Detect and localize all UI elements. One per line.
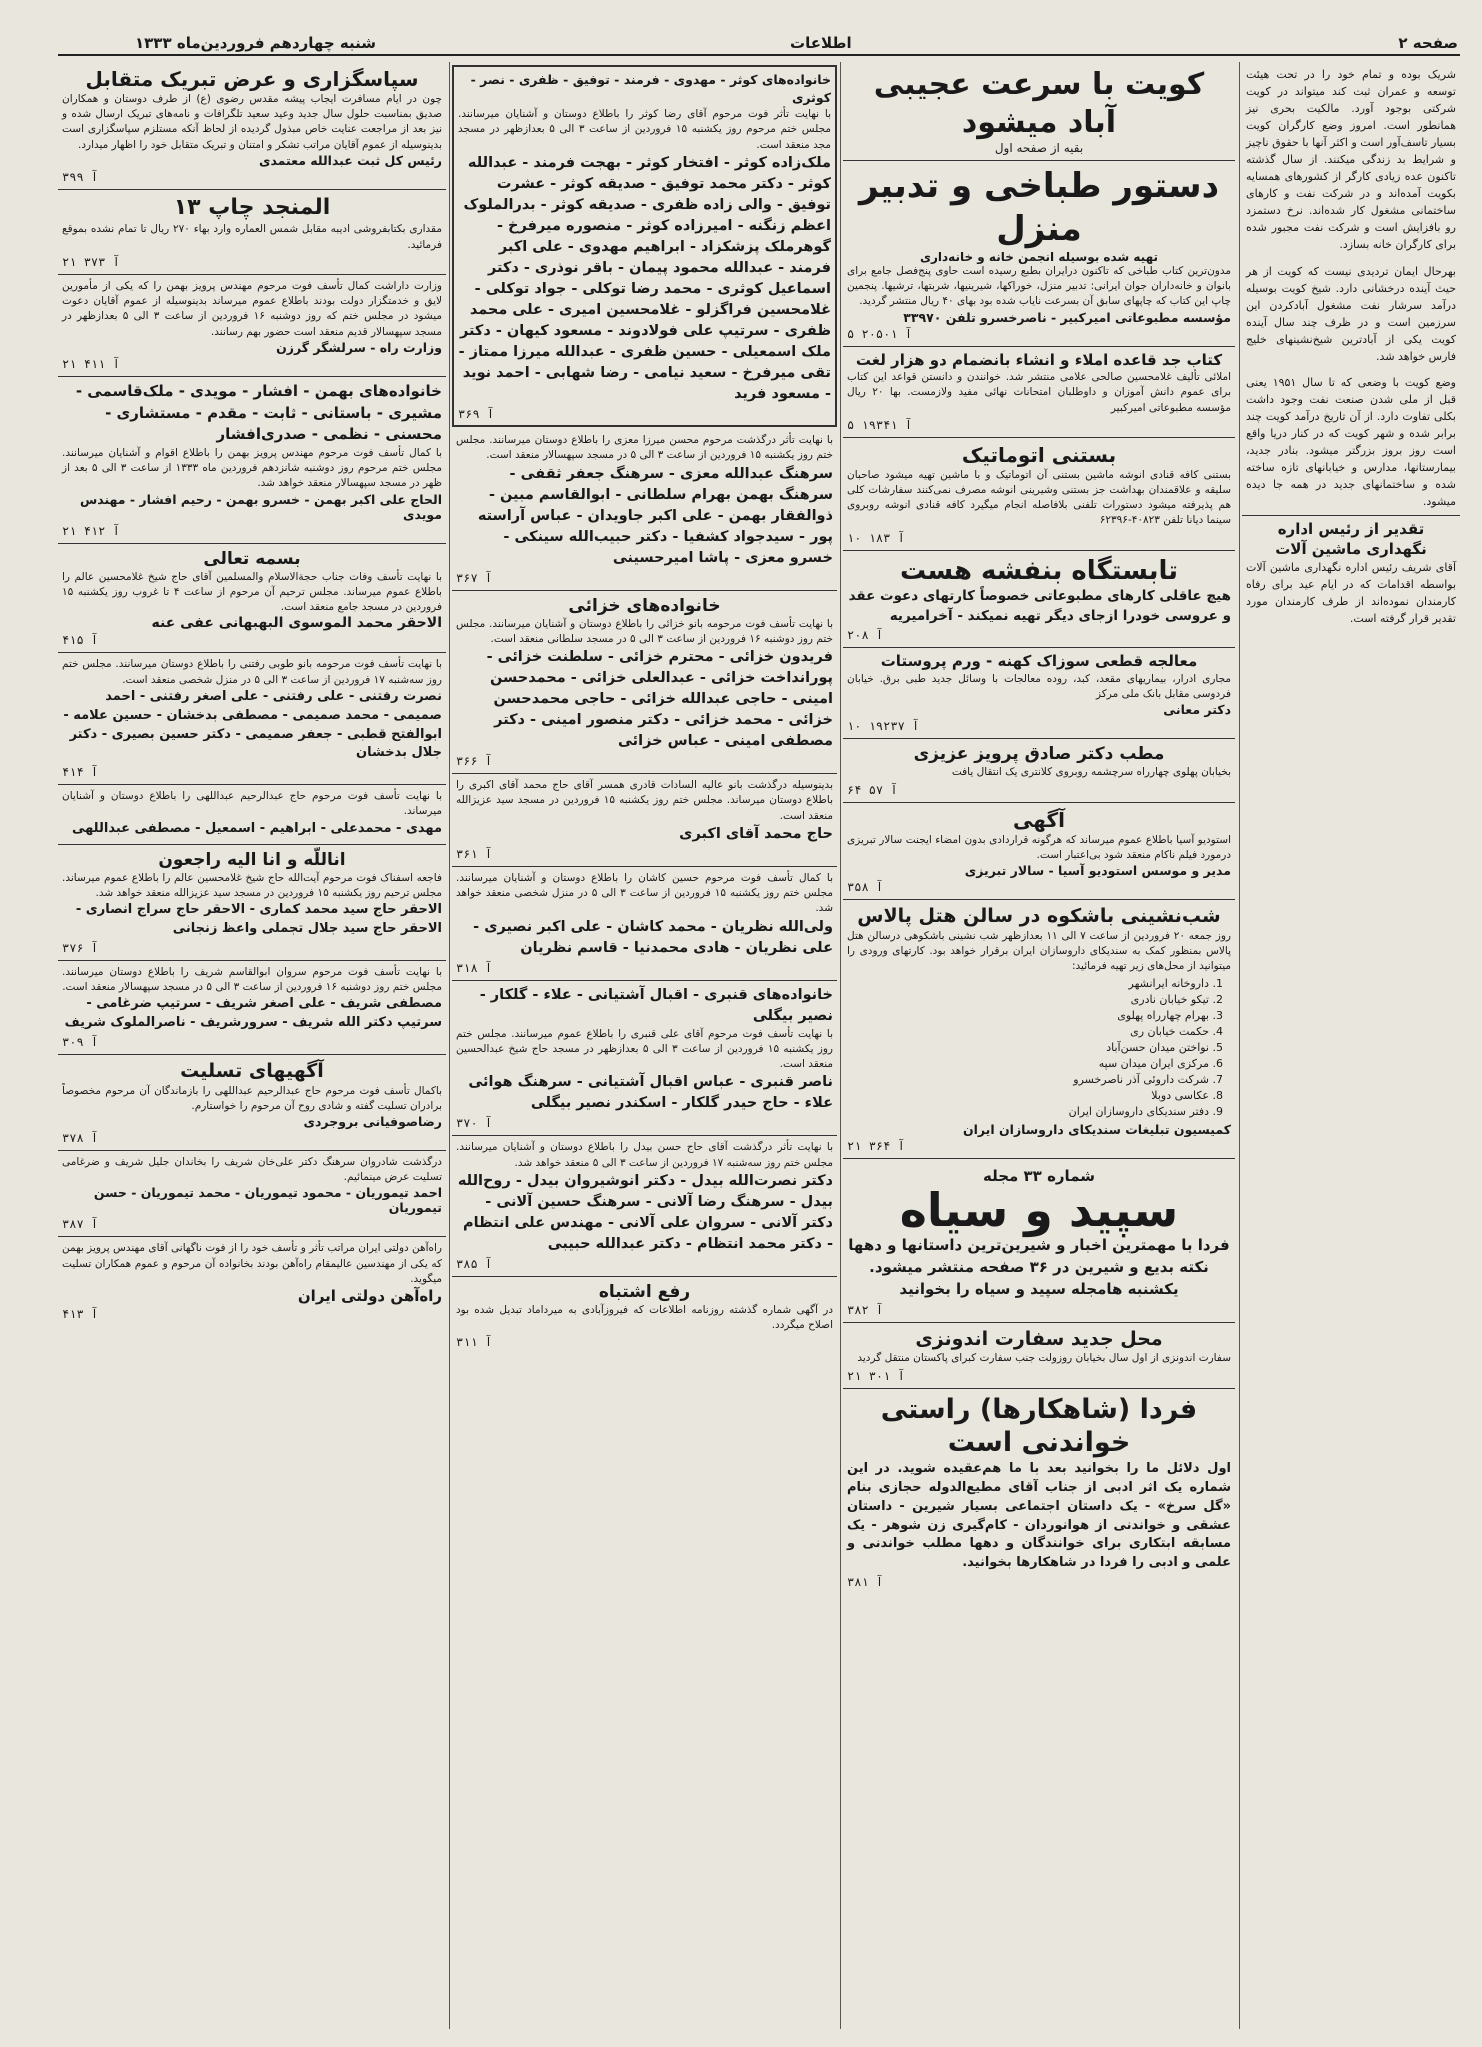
column-advertisements <box>843 62 1235 2029</box>
notice-body: در آگهی شماره گذشته روزنامه اطلاعات که فیروزآبادی به میرداماد تبدیل شده بود اصلاح میگردد. <box>456 1303 833 1332</box>
page-number: صفحه ۲ <box>1398 34 1458 52</box>
notice-body: با کمال تأسف فوت مرحوم مهندس پرویز بهمن را باطلاع اقوام و آشنایان میرسانند. مجلس ختم مرحوم روز دوشنبه شانزدهم فروردین ماه ۱۳۳۳ از ساعت ۳ الی ۵ بعد از ظهر در مسجد سپهسالار منعقد خواهد شد. <box>62 447 442 490</box>
notice-inna-lillah <box>58 845 446 961</box>
notice-code: آ ۳۸۵ <box>456 1256 493 1271</box>
notice-abdollahi <box>58 785 446 844</box>
list-item: 3. بهرام چهارراه پهلوی <box>847 1008 1209 1024</box>
notice-body: با نهایت تأسف وفات جناب حجة‌الاسلام والمسلمین آقای حاج شیخ غلامحسین عالم را باطلاع عموم میرساند. مجلس ترحیم آن مرحوم از ساعت ۴ تا غروب روز یکشنبه ۱۵ فروردین در مسجد جامع منعقد است. <box>62 570 442 614</box>
article-text: بهرحال ایمان تردیدی نیست که کویت از هر حیث آینده درخشانی دارد. شیخ کویت بوسیله درآمد سرشار نفت مشغول آبادکردن این سرزمین است و در ظرف چند سال آینده کویت یکی از آبادترین شیخ‌نشینهای خلیج فارس خواهد شد. <box>1246 264 1456 363</box>
notice-appreciation <box>1242 516 1460 632</box>
ad-code: آ ۳۸۲ <box>847 1302 884 1317</box>
notice-title: تقدیر از رئیس اداره نگهداری ماشین آلات <box>1275 520 1427 558</box>
magazine-issue: شماره ۳۳ مجله <box>982 1166 1095 1185</box>
notice-signature: الاحقر محمد الموسوی البهبهانی عفی عنه <box>151 615 442 632</box>
notice-signature: حاج محمد آقای اکبری <box>679 825 833 842</box>
notice-body: با کمال تأسف فوت مرحوم حسین کاشان را باطلاع دوستان و آشنایان میرسانند. مجلس ختم روز یکشنبه ۱۵ فروردین از ساعت ۳ الی ۵ در منزل شخصی منعقد خواهد شد. <box>456 871 833 915</box>
notice-body: بدینوسیله درگذشت بانو عالیه السادات قادری همسر آقای حاج محمد آقای اکبری را باطلاع دوستان میرساند. مجلس ختم روز یکشنبه ۱۵ فروردین در مسجد سید عزیزالله منعقد است. <box>456 779 834 822</box>
list-item: 7. شرکت داروئی آذر ناصرخسرو <box>847 1072 1209 1088</box>
notice-thanks <box>58 62 446 190</box>
ad-body: مجاری ادرار، بیماریهای مقعد، کبد، روده معالجات با وسائل جدید طبی برق. خیابان فردوسی مقابل بانک ملی مرکز <box>847 672 1231 701</box>
ad-signature: کمیسیون تبلیغات سندیکای داروسازان ایران <box>962 1121 1231 1137</box>
notice-signature: نصرت رفتنی - علی رفتنی - علی اصغر رفتنی - احمد صمیمی - محمد صمیمی - مصطفی بدخشان - حسین علامه - ابوالفتح قطبی - جعفر صمیمی - دکتر حسین بصیری - دکتر جلال بدخشان <box>63 688 442 761</box>
notice-code: آ ۳۸۷ <box>62 1217 99 1232</box>
notice-kashan <box>452 867 837 981</box>
ad-subtitle: تهیه شده بوسیله انجمن خانه و خانه‌داری <box>919 250 1158 264</box>
notice-signature: رضاصوفیانی بروجردی <box>303 1114 442 1129</box>
article-text: وضع کویت با وضعی که تا سال ۱۹۵۱ یعنی قبل از ملی شدن صنعت نفت وجود داشت بکلی تفاوت دارد. از آن تاریخ درآمد کویت چند برابر شده و شهر کویت که در کنار دریا واقع است روز بروز بزرگتر میشود. بنادر جدید، بیمارستانها، مدارس و خیابانهای تازه ساخته شده و ساختمانهای جدید در همه جا دیده میشود. <box>1246 375 1456 509</box>
ad-code: آ ۳۷۳ ۲۱ <box>62 254 120 269</box>
masthead-rule <box>58 54 1460 56</box>
ad-ice-cream <box>843 438 1235 551</box>
notice-signature: الاحقر حاج سید محمد کماری - الاحقر حاج سراج انصاری - الاحقر حاج سید جلال تجملی واعظ زنجانی <box>75 902 442 936</box>
notice-code: آ ۴۱۴ <box>62 765 99 780</box>
ad-code: آ ۳۸۱ <box>847 1575 884 1590</box>
ad-body: بخیابان پهلوی چهارراه سرچشمه روبروی کلانتری یک انتقال یافت <box>951 766 1231 779</box>
ad-sepid-siah <box>843 1159 1235 1323</box>
list-item: 8. عکاسی دوبلا <box>847 1088 1209 1104</box>
notice-code: آ ۳۶۶ <box>456 754 493 769</box>
notice-signature: احمد تیموریان - محمود تیموریان - محمد تیموریان - حسن تیموریان <box>93 1185 442 1216</box>
ad-title: آگهی <box>1013 807 1065 832</box>
notice-body: وزارت داراشت کمال تأسف فوت مرحوم مهندس پرویز بهمن را که یکی از مأمورین لایق و خدمتگزار دولت بودند باطلاع عموم میرساند بدینوسیله از عموم آقایان دعوت میشود در مجلس ختم که روز دوشنبه ۱۶ فروردین از ساعت ۳ الی ۵ بعدازظهر در مسجد سپهسالار قدیم منعقد است حضور بهم رسانند. <box>62 279 442 338</box>
notice-body: با نهایت تأسف فوت مرحوم آقای علی قنبری را باطلاع عموم میرسانند. مجلس ختم روز یکشنبه ۱۵ فروردین از ساعت ۳ الی ۵ بعدازظهر در مسجد حاج شیخ عبدالحسین منعقد است. <box>456 1027 833 1071</box>
notice-signature: ملک‌زاده کوثر - افتخار کوثر - بهجت فرمند - عبدالله کوثر - دکتر محمد توفیق - صدیقه کوثر - عشرت توفیق - والی زاده ظفری - صدیقه کوثر - بدرالملوک اعظم زنگنه - امیرزاده کوثر - منصوره میرفرخ - گوهرملک پزشکزاد - ابراهیم مهدوی - علی اکبر فرمند - عبدالله محمود پیمان - باقر نوذری - دکتر اسماعیل کوثری - محمد رضا توکلی - جواد توکلی - غلامحسین فراگزلو - غلامحسین امیری - علی محمد ظفری - سرتیپ علی فولادوند - مسعود کیهان - دکتر ملک اسمعیلی - حسین ظفری - عبدالله میرزا ممتاز - تقی میرفرخ - سعید نیامی - رضا شهابی - احمد نوید - مسعود فرید <box>458 154 831 403</box>
ad-body: مقداری بکتابفروشی ادیبه مقابل شمس العماره وارد بهاء ۲۷۰ ریال تا تمام نشده بموقع فرمائید. <box>62 223 442 251</box>
notice-besmeh <box>58 544 446 654</box>
ad-shahkarha <box>843 1389 1235 1595</box>
newspaper-name: اطلاعات <box>790 34 852 52</box>
ad-body: مدون‌ترین کتاب طباخی که تاکنون درایران بطبع رسیده است حاوی پنج‌فصل جامع برای بانوان و خانه‌داران جوان ایرانی: تدبیر منزل، خوراکها، شیرینیها، شربتها، ترشیها. پنجمین چاپ این کتاب که چاپهای سابق آن بسرعت نایاب شده بود بهای ۴۰ ریال منتشر گردید. <box>847 265 1231 308</box>
list-item: 2. تیکو خیابان نادری <box>847 992 1209 1008</box>
column-divider <box>840 62 841 2029</box>
notice-body: آقای شریف رئیس اداره نگهداری ماشین آلات بواسطه اقدامات که در ایام عید برای رفاه کارمندان نموده‌اند از طرف کارمندان مورد تقدیر قرار گرفته است. <box>1246 561 1456 626</box>
ad-code: آ ۱۹۳۴۱ ۵ <box>847 417 913 432</box>
notice-signature: الحاج علی اکبر بهمن - خسرو بهمن - رحیم افشار - مهندس مویدی <box>79 491 442 522</box>
notice-title: خانواده‌های بهمن - افشار - مویدی - ملک‌قاسمی - مشیری - باستانی - ثابت - مقدم - مستشاری - محسنی - نظمی - صدری‌افشار <box>75 381 442 444</box>
notice-body: با نهایت تأثر درگذشت آقای حاج حسن بیدل را باطلاع دوستان و آشنایان میرسانند. مجلس ختم روز سه‌شنبه ۱۷ فروردین از ساعت ۳ الی ۵ منعقد خواهد شد. <box>456 1141 833 1169</box>
ad-doctor-office <box>843 739 1235 802</box>
list-item: 1. داروخانه ایرانشهر <box>847 976 1209 992</box>
notice-raftani <box>58 653 446 785</box>
kuwait-headline <box>843 62 1235 161</box>
ad-code: آ ۵۷ ۶۴ <box>847 782 898 797</box>
notice-correction <box>452 1277 837 1355</box>
ad-code: آ ۱۸۳ ۱۰ <box>847 530 905 545</box>
notice-signature: فریدون خزائی - محترم خزائی - سلطنت خزائی - پورانداخت خزائی - عبدالعلی خزائی - محمدحسن امینی - حاجی عبدالله خزائی - حاجی محمدحسن خزائی - محمد خزائی - دکتر منصور امینی - دکتر مصطفی امینی - عباس خزائی <box>486 649 833 750</box>
notice-title: خانواده‌های قنبری - اقبال آشتیانی - علاء - گلکار - نصیر بیگلی <box>479 986 833 1024</box>
ad-code: آ ۲۰۵۰۱ ۵ <box>847 326 913 341</box>
column-obituaries-2 <box>452 62 837 2029</box>
notice-body: چون در ایام مسافرت ایجاب پیشه مقدس رضوی (ع) از طرف دوستان و همکاران صدیق بمناسبت حلول سال جدید وعید سعید تلگرافات و نامه‌های تبریک ارسال شده و نیز بعد از مراجعت عنایت خاص مبذول گردیده از لحاظ آنکه مستلزم سپاسگزاری است بدینوسیله از عموم آقایان مراتب تشکر و امتنان و تبریک متقابل خود را اظهار میدارد. <box>62 93 442 151</box>
notice-moezzi <box>452 429 837 591</box>
notice-code: آ ۳۷۸ <box>62 1131 99 1145</box>
ad-code: آ ۳۶۴ ۲۱ <box>847 1138 905 1153</box>
notice-body: با نهایت تأسف فوت مرحومه بانو خزائی را باطلاع دوستان و آشنایان میرسانند. مجلس ختم روز دوشنبه ۱۶ فروردین از ساعت ۳ الی ۵ در مسجد سلطانی منعقد است. <box>456 617 833 645</box>
ad-printing <box>843 551 1235 649</box>
notice-sharif <box>58 961 446 1055</box>
notice-code: آ ۳۷۶ <box>62 940 99 955</box>
issue-date: شنبه چهاردهم فروردین‌ماه ۱۳۳۳ <box>135 34 376 52</box>
ticket-locations-list <box>847 976 1231 1119</box>
article-paragraph <box>1242 259 1460 370</box>
article-paragraph <box>1242 370 1460 516</box>
notice-ministry-road <box>58 275 446 377</box>
notice-body: درگذشت شادروان سرهنگ دکتر علی‌خان شریف را بخاندان جلیل شریف و ضرغامی تسلیت عرض مینمائیم. <box>62 1156 442 1184</box>
notice-signature: دکتر نصرت‌الله بیدل - دکتر انوشیروان بیدل - روح‌الله بیدل - سرهنگ رضا آلانی - سرهنگ حسین آلانی - دکتر آلانی - سروان علی آلانی - مهندس علی انتظام - دکتر محمد انتظام - دکتر عبدالله حبیبی <box>457 1172 833 1252</box>
notice-signature: مهدی - محمدعلی - ابراهیم - اسمعیل - مصطفی عبداللهی <box>71 820 442 836</box>
notice-kowsar-family <box>452 65 837 427</box>
notice-body: باکمال تأسف فوت مرحوم حاج عبدالرحیم عبداللهی را بازماندگان آن مرحوم مخصوصاً برادران تسلیت گفته و شادی روح آن مرحوم را خواستارم. <box>62 1084 442 1112</box>
notice-signature: رئیس کل ثبت عبدالله معتمدی <box>258 152 442 168</box>
notice-body: با نهایت تأسف فوت مرحوم سروان ابوالقاسم شریف را باطلاع دوستان میرسانند. مجلس ختم روز دوشنبه ۱۶ فروردین از ساعت ۳ الی ۵ در مسجد سپهسالار منعقد است. <box>62 965 442 993</box>
notice-code: آ ۳۰۹ <box>62 1034 99 1049</box>
ad-title: دستور طباخی و تدبیر منزل <box>858 166 1220 249</box>
notice-body: راه‌آهن دولتی ایران مراتب تأثر و تأسف خود را از فوت ناگهانی آقای مهندس پرویز بهمن که یکی از مهندسین عالیمقام راه‌آهن بودند بخانواده آن مرحوم و عموم همکاران تسلیت میگوید. <box>62 1242 442 1285</box>
article-continued: بقیه از صفحه اول <box>994 141 1084 155</box>
notice-code: آ ۴۱۲ ۲۱ <box>62 523 120 538</box>
ad-title: معالجه قطعی سوزاک کهنه - ورم پروستات <box>880 652 1198 671</box>
notice-body: با نهایت تأثر فوت مرحوم آقای رضا کوثر را باطلاع دوستان و آشنایان میرسانند. مجلس ختم مرحوم روز یکشنبه ۱۵ فروردین از ساعت ۳ الی ۵ بعدازظهر در مسجد مجد منعقد است. <box>458 108 831 151</box>
list-item: 9. دفتر سندیکای داروسازان ایران <box>847 1104 1209 1120</box>
ad-body: استودیو آسیا باطلاع عموم میرساند که هرگونه قراردادی بدون امضاء ایجنت سالار تبریزی درمورد فیلم ناکام منعقد شود بی‌اعتبار است. <box>847 833 1231 861</box>
ad-spelling-book <box>843 347 1235 438</box>
list-item: 5. نواختن میدان حسن‌آباد <box>847 1040 1209 1056</box>
ad-body: روز جمعه ۲۰ فروردین از ساعت ۷ الی ۱۱ بعدازظهر شب نشینی باشکوهی درسالن هتل پالاس بمنظور کمک به سندیکای داروسازان ایران برقرار خواهد بود. کارتهای ورودی را میتوانید از محل‌های زیر تهیه فرمائید: <box>847 929 1231 973</box>
notice-code: آ ۴۱۳ <box>62 1307 99 1322</box>
ad-signature: مدیر و موسس استودیو آسیا - سالار تبریزی <box>964 863 1231 878</box>
ad-palace-hotel <box>843 900 1235 1159</box>
notice-signature: وزارت راه - سرلشگر گرزن <box>276 339 442 355</box>
notice-bidel <box>452 1136 837 1277</box>
ad-title: مطب دکتر صادق پرویز عزیزی <box>913 744 1165 765</box>
ad-clinic <box>843 648 1235 739</box>
column-divider <box>1239 62 1240 2029</box>
notice-signature: مصطفی شریف - علی اصغر شریف - سرتیپ ضرغامی - سرتیپ دکتر الله شریف - سرورشریف - ناصرالملوک شریف <box>64 996 442 1031</box>
notice-signature: راه‌آهن دولتی ایران <box>297 1287 442 1306</box>
notice-body: با نهایت تأسف فوت مرحوم حاج عبدالرحیم عبداللهی را باطلاع دوستان و آشنایان میرساند. <box>62 790 442 818</box>
notice-code: آ ۳۷۰ <box>456 1116 493 1131</box>
notice-code: آ ۳۶۷ <box>456 570 493 585</box>
ad-body: سفارت اندونزی از اول سال بخیابان روزولت جنب سفارت کبرای پاکستان منتقل گردید <box>857 1352 1231 1365</box>
notice-code: آ ۴۱۵ <box>62 633 99 648</box>
list-item: 6. مرکزی ایران میدان سپه <box>847 1056 1209 1072</box>
column-divider <box>449 62 450 2029</box>
notice-body: با نهایت تأثر درگذشت مرحوم محسن میرزا معزی را باطلاع دوستان میرسانند. مجلس ختم روز یکشنبه ۱۵ فروردین از ساعت ۳ الی ۵ در مسجد سپهسالار منعقد است. <box>456 434 833 462</box>
list-item: 4. حکمت خیابان ری <box>847 1024 1209 1040</box>
notice-code: آ ۳۱۸ <box>456 960 493 975</box>
condolence-railway <box>58 1237 446 1326</box>
ad-publisher: مؤسسه مطبوعاتی امیرکبیر - ناصرخسرو تلفن ۳۳۹۷۰ <box>903 309 1231 325</box>
notice-code: آ ۳۶۱ <box>456 846 493 861</box>
notice-body: با نهایت تأسف فوت مرحومه بانو طوبی رفتنی را باطلاع دوستان میرسانند. مجلس ختم روز سه‌شنبه ۱۷ فروردین از ساعت ۳ الی ۵ در منزل شخصی منعقد است. <box>62 658 442 686</box>
notice-akbari <box>452 774 837 867</box>
section-title: آگهیهای تسلیت <box>180 1059 324 1082</box>
notice-code: آ ۳۹۹ <box>62 169 99 184</box>
notice-title: اناللّه و انا الیه راجعون <box>158 849 346 870</box>
article-text: شریک بوده و تمام خود را در تحت هیئت توسعه و عمران ثبت کند میتواند در کویت شرکتی بوجود آورد. مالکیت بحری نیز همانطور است. امروز وضع کارگران کویت بسیار تاسف‌آور است و اکثر آنها با حقوق ناچیز و شرایط بد زندگی میکنند. از سال گذشته تاکنون عده زیادی کارگر از کشورهای همسایه بکویت آمده‌اند و در شرکت نفت و کارهای ساختمانی مشغول کار شده‌اند. نرخ دستمزد رو بافزایش است و شرکت نفت مجبور شده برای کارگران خانه بسازد. <box>1246 68 1456 252</box>
notice-signature: سرهنگ عبدالله معزی - سرهنگ جعفر ثقفی - سرهنگ بهمن بهرام سلطانی - ابوالقاسم مبین - ذوالفقار بهمن - علی اکبر جاویدان - عباس آراسته پور - سیدجواد کشفیا - دکتر حبیب‌الله سینکی - خسرو معزی - پاشا امیرحسینی <box>477 465 833 566</box>
ad-code: آ ۱۹۲۳۷ ۱۰ <box>847 719 920 734</box>
ad-doctor: دکتر معانی <box>1163 702 1231 718</box>
ad-body: اول دلائل ما را بخوانید بعد با ما هم‌عقیده شوید. در این شماره یک اثر ادبی از جناب آقای مطیع‌الدوله حجازی بنام «گل سرخ» - یک داستان اجتماعی بسیار شیرین - داستان عشقی و خواندنی از هوانوردان - کام‌گیری زن شوهر - یک مسابقه ابتکاری برای خوانندگان و دهها مطلب خواندنی و علمی و ادبی را فردا در شاهکارها بخوانید. <box>847 1461 1231 1571</box>
ad-code: آ ۳۵۸ <box>847 880 884 894</box>
notice-title: خانواده‌های کوثر - مهدوی - فرمند - توفیق - ظفری - نصر - کوثری <box>470 72 831 106</box>
ad-title: محل جدید سفارت اندونزی <box>915 1327 1163 1350</box>
ad-almunjed <box>58 190 446 275</box>
magazine-title: سپید و سیاه <box>899 1182 1179 1237</box>
ad-indonesia-embassy <box>843 1323 1235 1389</box>
ad-title: شب‌نشینی باشکوه در سالن هتل پالاس <box>857 905 1221 927</box>
notice-signature: ولی‌الله نظریان - محمد کاشان - علی اکبر نصیری - علی نظریان - هادی محمدنیا - قاسم نظریان <box>473 918 833 956</box>
notice-code: آ ۴۱۱ ۲۱ <box>62 356 120 371</box>
ad-body: فردا با مهمترین اخبار و شیرین‌ترین داستانها و دهها نکته بدیع و شیرین در ۳۶ صفحه منتشر میشود. یکشنبه هامجله سپید و سیاه را بخوانید <box>848 1236 1230 1298</box>
notice-ghanbari-family <box>452 981 837 1137</box>
ad-code: آ ۲۰۸ <box>847 628 884 643</box>
notice-body: فاجعه اسفناک فوت مرحوم آیت‌الله حاج شیخ غلامحسین عالم را باطلاع عموم میرساند. مجلس ترحیم روز یکشنبه ۱۵ فروردین در مسجد سید عزیزالله منعقد خواهد شد. <box>62 871 442 899</box>
notice-title: خانواده‌های خزائی <box>568 595 721 616</box>
ad-title: تابستگاه بنفشه هست <box>899 555 1178 586</box>
column-kuwait-article <box>1242 62 1460 2029</box>
notice-title: سپاسگزاری و عرض تبریک متقابل <box>85 67 419 91</box>
notice-title: بسمه تعالی <box>203 548 301 569</box>
notice-khazai <box>452 591 837 775</box>
article-headline: کویت با سرعت عجیبی آباد میشود <box>873 67 1205 140</box>
ad-title: بستنی اتوماتیک <box>961 442 1117 467</box>
notice-code: آ ۳۶۹ <box>458 407 495 422</box>
condolence-teymourian <box>58 1151 446 1237</box>
ad-body: املائی تألیف غلامحسین صالحی علامی منتشر شد. خوانندن و دانستن قواعد این کتاب برای عموم دانش آموزان و داوطلبان امتحانات نهائی مفید ولازمست. بها ۲۰ ریال مؤسسه مطبوعاتی امیرکبیر <box>847 371 1231 414</box>
ad-body: بستنی کافه قنادی انوشه ماشین بستنی آن اتوماتیک و با ماشین تهیه میشود صاحبان سلیقه و علاقمندان بهداشت جز بستنی وشیرینی انوشه مصرف نمی‌کنند سفارشات کلی هم پذیرفته میشود دستورات تلفنی بلافاصله انجام میگیرد کافه قنادی انوشه روبروی سینما دیانا تلفن ۴۰۸۲۳-۶۲۳۹۶ <box>847 468 1231 527</box>
notice-code: آ ۳۱۱ <box>456 1335 493 1350</box>
ad-code: آ ۳۰۱ ۲۱ <box>847 1368 905 1383</box>
ad-body: هیچ عاقلی کارهای مطبوعاتی خصوصاً کارتهای دعوت عقد و عروسی خودرا ازجای دیگر تهیه نمیکند - آخرامیریه <box>848 588 1231 624</box>
notice-title: رفع اشتباه <box>598 1281 691 1302</box>
condolence-section <box>58 1055 446 1151</box>
ad-cookbook <box>843 161 1235 347</box>
notice-signature: ناصر قنبری - عباس اقبال آشتیانی - سرهنگ هوائی علاء - حاج حیدر گلکار - اسکندر نصیر بیگلی <box>468 1074 833 1112</box>
article-paragraph <box>1242 62 1460 259</box>
notice-bahman-family <box>58 377 446 544</box>
masthead <box>0 0 1482 58</box>
ad-title: کتاب جد قاعده املاء و انشاء بانضمام دو هزار لغت <box>855 350 1223 369</box>
ad-title: فردا (شاهکارها) راستی خواندنی است <box>880 1393 1198 1459</box>
ad-title: المنجد چاپ ۱۳ <box>173 194 331 220</box>
column-obituaries-1 <box>58 62 446 2029</box>
ad-studio-asia <box>843 803 1235 900</box>
